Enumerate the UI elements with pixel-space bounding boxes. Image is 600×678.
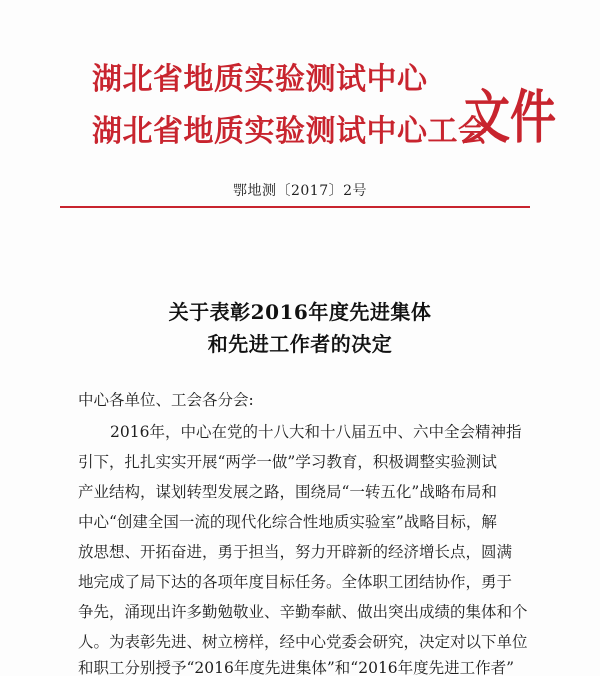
paragraph-line: 争先，涌现出许多勤勉敬业、辛勤奉献、做出突出成绩的集体和个	[78, 603, 528, 621]
paragraph-line: 和职工分别授予“2016年度先进集体”和“2016年度先进工作者”	[78, 659, 515, 677]
red-divider	[60, 206, 530, 208]
issuer-line-1: 湖北省地质实验测试中心	[92, 62, 428, 97]
document-title-line-1: 关于表彰2016年度先进集体	[168, 300, 432, 324]
salutation: 中心各单位、工会各分会:	[78, 391, 254, 409]
issuer-line-2: 湖北省地质实验测试中心工会	[92, 114, 489, 149]
paragraph-line: 中心“创建全国一流的现代化综合性地质实验室”战略目标，解	[78, 513, 497, 531]
document-type-label: 文件	[464, 83, 556, 151]
document-title-line-2: 和先进工作者的决定	[207, 332, 393, 356]
red-header	[92, 42, 556, 162]
paragraph-line: 产业结构，谋划转型发展之路，围绕局“一转五化”战略布局和	[78, 483, 497, 501]
paragraph-line: 人。为表彰先进、树立榜样，经中心党委会研究，决定对以下单位	[78, 633, 528, 651]
paragraph-line: 2016年，中心在党的十八大和十八届五中、六中全会精神指	[110, 423, 522, 441]
paragraph-line: 引下，扎扎实实开展“两学一做”学习教育，积极调整实验测试	[78, 453, 497, 471]
document-number: 鄂地测〔2017〕2号	[232, 183, 368, 199]
paragraph-line: 地完成了局下达的各项年度目标任务。全体职工团结协作，勇于	[78, 573, 513, 591]
paragraph-line: 放思想、开拓奋进，勇于担当，努力开辟新的经济增长点，圆满	[78, 543, 513, 561]
